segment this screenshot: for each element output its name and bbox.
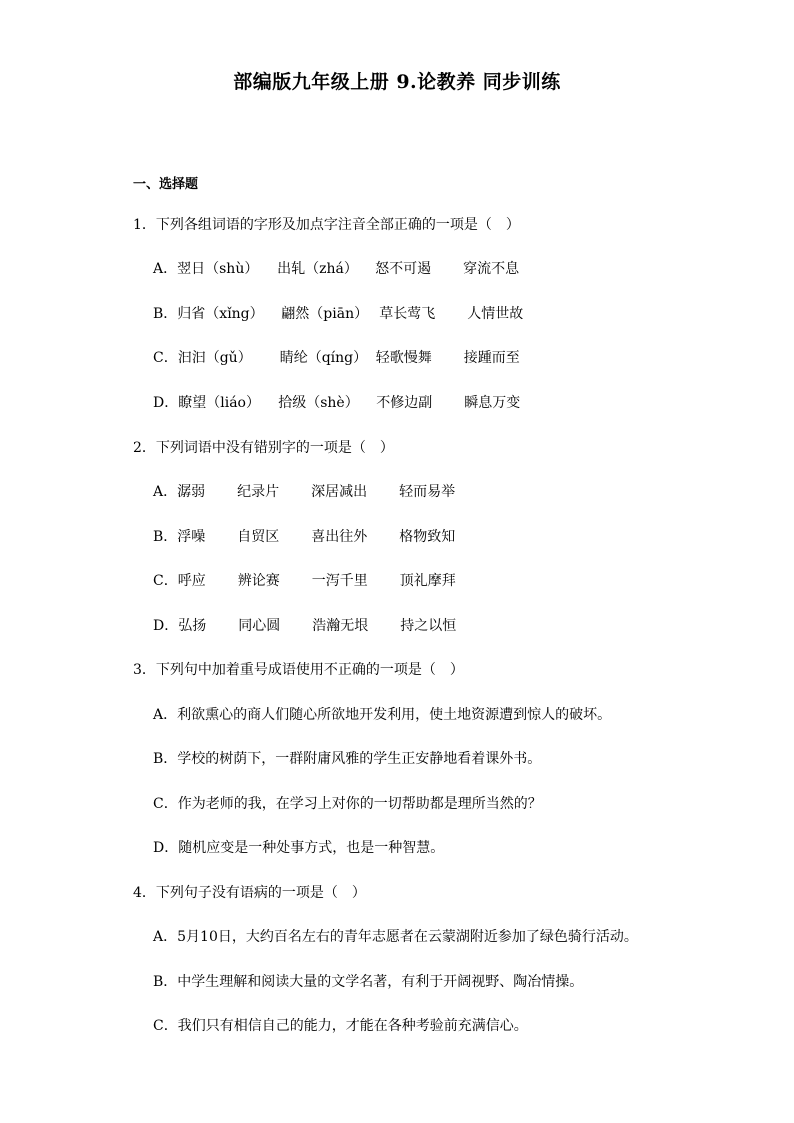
question-4-option-b (153, 971, 583, 991)
option-label: D． (153, 395, 179, 411)
option-item: 睛纶（qíng） (279, 350, 368, 366)
question-2-option-d (153, 615, 456, 635)
question-3-stem: 3．下列句中加着重号成语使用不正确的一项是（ ） (133, 662, 464, 678)
option-label: A． (153, 929, 178, 945)
option-item: 归省（xǐng） (177, 306, 264, 322)
question-3-option-d (153, 837, 444, 857)
option-item: 喜出往外 (311, 529, 368, 545)
option-text: 随机应变是一种处事方式，也是一种智慧。 (178, 840, 445, 856)
option-item: 不修边副 (376, 395, 433, 411)
question-3-option-c (153, 793, 542, 813)
question-4-stem: 4．下列句子没有语病的一项是（ ） (133, 885, 366, 901)
question-2-option-a (153, 481, 455, 501)
option-text: 作为老师的我，在学习上对你的一切帮助都是理所当然的？ (177, 796, 542, 812)
option-text: 5月10日，大约百名左右的青年志愿者在云蒙湖附近参加了绿色骑行活动。 (177, 929, 638, 945)
question-2-option-b (153, 526, 455, 546)
question-1-option-d (153, 392, 520, 412)
question-1-option-a (153, 258, 519, 278)
option-item: 瞬息万变 (464, 395, 521, 411)
option-item: 潺弱 (177, 484, 206, 500)
question-4-option-a (153, 926, 638, 946)
option-label: A． (153, 707, 178, 723)
option-label: C． (153, 1018, 178, 1034)
question-3-option-b (153, 748, 541, 768)
question-1-stem: 1．下列各组词语的字形及加点字注音全部正确的一项是（ ） (133, 217, 520, 233)
question-2-stem: 2．下列词语中没有错别字的一项是（ ） (133, 440, 394, 456)
option-item: 人情世故 (467, 306, 524, 322)
option-label: A． (153, 484, 178, 500)
option-item: 瞭望（liáo） (178, 395, 260, 411)
option-item: 自贸区 (237, 529, 280, 545)
option-item: 轻而易举 (399, 484, 456, 500)
option-item: 顶礼摩拜 (399, 573, 456, 589)
option-text: 学校的树荫下，一群附庸风雅的学生正安静地看着课外书。 (177, 751, 542, 767)
page-title: 部编版九年级上册 9.论教养 同步训练 (233, 71, 561, 93)
option-item: 穿流不息 (463, 261, 520, 277)
option-text: 利欲熏心的商人们随心所欲地开发利用，使土地资源遭到惊人的破坏。 (177, 707, 612, 723)
question-1-option-c (153, 347, 520, 367)
option-item: 翩然（piān） (281, 306, 369, 322)
option-item: 翌日（shù） (177, 261, 259, 277)
option-label: B． (153, 751, 178, 767)
option-item: 拾级（shè） (278, 395, 359, 411)
option-item: 出轧（zhá） (277, 261, 358, 277)
option-label: D． (153, 840, 179, 856)
option-label: C． (153, 573, 178, 589)
option-text: 我们只有相信自己的能力，才能在各种考验前充满信心。 (177, 1018, 528, 1034)
option-label: C． (153, 796, 178, 812)
option-label: C． (153, 350, 178, 366)
option-label: B． (153, 974, 178, 990)
option-label: A． (153, 261, 178, 277)
option-item: 呼应 (177, 573, 206, 589)
option-item: 草长莺飞 (379, 306, 436, 322)
option-item: 同心圆 (238, 618, 281, 634)
option-item: 接踵而至 (463, 350, 520, 366)
option-item: 汩汩（gǔ） (177, 350, 252, 366)
option-item: 浮噪 (177, 529, 206, 545)
option-item: 持之以恒 (400, 618, 457, 634)
option-item: 一泻千里 (311, 573, 368, 589)
option-text: 中学生理解和阅读大量的文学名著，有利于开阔视野、陶冶情操。 (177, 974, 584, 990)
option-item: 浩瀚无垠 (312, 618, 369, 634)
option-label: D． (153, 618, 179, 634)
option-label: B． (153, 306, 178, 322)
question-3-option-a (153, 704, 611, 724)
option-item: 轻歌慢舞 (375, 350, 432, 366)
question-4-option-c (153, 1015, 528, 1035)
section-heading: 一、选择题 (133, 177, 199, 192)
option-item: 纪录片 (237, 484, 280, 500)
option-item: 怒不可遏 (375, 261, 432, 277)
option-item: 弘扬 (178, 618, 207, 634)
option-item: 辨论赛 (237, 573, 280, 589)
option-item: 格物致知 (399, 529, 456, 545)
question-1-option-b (153, 303, 523, 323)
option-item: 深居减出 (311, 484, 368, 500)
option-label: B． (153, 529, 178, 545)
question-2-option-c (153, 570, 456, 590)
